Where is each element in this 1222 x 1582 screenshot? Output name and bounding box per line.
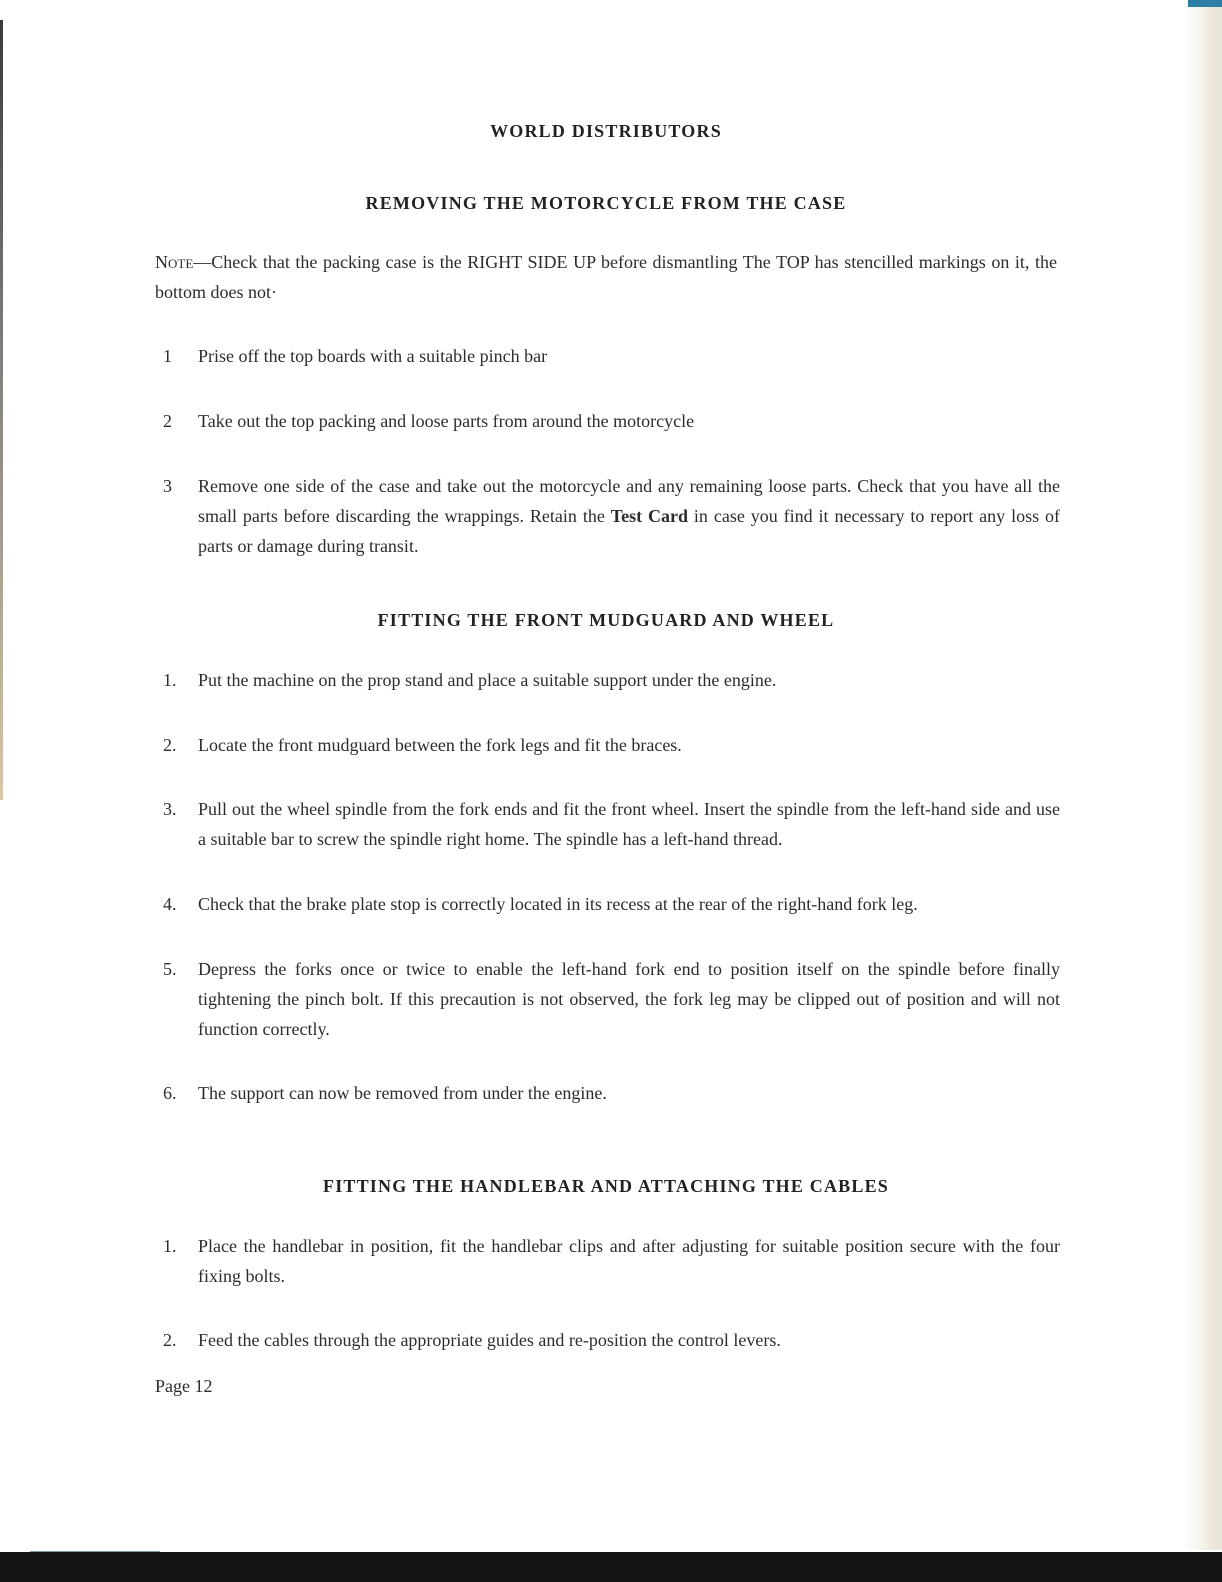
note-paragraph [155, 247, 1057, 307]
scan-edge-right [1182, 0, 1222, 1550]
step-number: 1. [163, 670, 177, 690]
step-text: Pull out the wheel spindle from the fork ends and fit the front wheel. Insert the spindle from the left-hand side and use a suitable bar to screw the spindle right home. The spindle has a left-hand thread. [198, 799, 1060, 849]
step-number: 1. [163, 1236, 177, 1256]
step-text: Put the machine on the prop stand and place a suitable support under the engine. [198, 670, 777, 690]
step-number: 4. [163, 894, 177, 914]
note-text: —Check that the packing case is the RIGHT SIDE UP before dismantling The TOP has stencilled markings on it, the bottom does not· [155, 252, 1057, 302]
note-label: Note [155, 252, 194, 272]
section-heading-handlebar: FITTING THE HANDLEBAR AND ATTACHING THE CABLES [323, 1176, 889, 1196]
step-text: Prise off the top boards with a suitable pinch bar [198, 346, 548, 366]
test-card-label: Test Card [610, 506, 688, 526]
step-text-part: in case you find it necessary to report any loss of parts or damage during transit. [198, 506, 1061, 556]
step-text: Feed the cables through the appropriate guides and re-position the control levers. [198, 1330, 781, 1350]
section-heading-removing: REMOVING THE MOTORCYCLE FROM THE CASE [365, 193, 847, 213]
step-text: Take out the top packing and loose parts from around the motorcycle [198, 411, 695, 431]
step-number: 2. [163, 1330, 177, 1350]
step-number: 6. [163, 1083, 177, 1103]
step-text: Place the handlebar in position, fit the handlebar clips and after adjusting for suitable position secure with the four fixing bolts. [198, 1236, 1060, 1286]
step-number: 3. [163, 799, 177, 819]
step-text: Depress the forks once or twice to enable the left-hand fork end to position itself on the spindle before finally tightening the pinch bolt. If this precaution is not observed, the fork leg may be clipped out of position and will not function correctly. [198, 959, 1060, 1039]
step-number: 2. [163, 735, 177, 755]
step-text-part: Remove one side of the case and take out the motorcycle and any remaining loose parts. Check that you have all the small parts before discarding the wrappings. Retain the [198, 476, 1060, 526]
step-text: The support can now be removed from under the engine. [198, 1083, 607, 1103]
step-number: 5. [163, 959, 177, 979]
scan-edge-bottom [0, 1552, 1222, 1582]
page-title: WORLD DISTRIBUTORS [490, 121, 722, 141]
step-number: 2 [163, 411, 172, 431]
step-number: 1 [163, 346, 172, 366]
step-text [198, 471, 1060, 561]
scan-edge-tab [1188, 0, 1222, 7]
step-number: 3 [163, 476, 172, 496]
step-text: Locate the front mudguard between the fork legs and fit the braces. [198, 735, 682, 755]
step-text: Check that the brake plate stop is correctly located in its recess at the rear of the right-hand fork leg. [198, 894, 918, 914]
page-number: Page 12 [155, 1376, 213, 1396]
section-heading-front-mudguard: FITTING THE FRONT MUDGUARD AND WHEEL [377, 610, 835, 630]
